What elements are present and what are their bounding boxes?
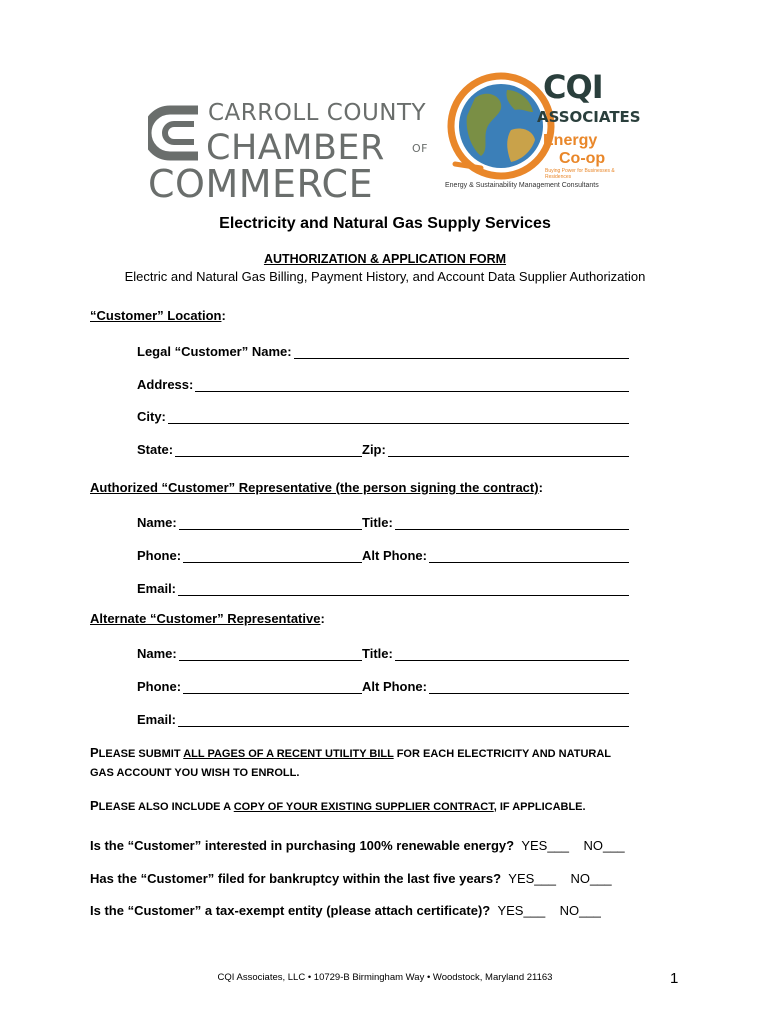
submit-text-line2: GAS ACCOUNT YOU WISH TO ENROLL. (90, 767, 300, 779)
submit-underlined: ALL PAGES OF A RECENT UTILITY BILL (183, 748, 394, 760)
include-contract-instruction (90, 796, 586, 817)
form-description: Electric and Natural Gas Billing, Payment History, and Account Data Supplier Authorization (124, 269, 646, 284)
chamber-logo-of: OF (412, 142, 428, 155)
include-underlined: COPY OF YOUR EXISTING SUPPLIER CONTRACT (233, 801, 494, 813)
form-subtitle: AUTHORIZATION & APPLICATION FORM (263, 252, 507, 266)
location-heading (90, 308, 226, 323)
question-renewable-no[interactable]: NO___ (583, 838, 625, 853)
address-line[interactable] (195, 379, 629, 392)
auth-title-label: Title: (362, 515, 393, 530)
alt-email-field[interactable] (137, 709, 629, 727)
question-tax-exempt-text: Is the “Customer” a tax-exempt entity (please attach certificate)? (90, 903, 491, 918)
alt-name-label: Name: (137, 646, 177, 661)
city-field[interactable] (137, 406, 629, 424)
alt-alt-phone-field[interactable] (362, 676, 629, 694)
location-heading-text: “Customer” Location (90, 308, 222, 323)
auth-title-field[interactable] (362, 512, 629, 530)
submit-initial: P (90, 745, 99, 760)
auth-phone-label: Phone: (137, 548, 182, 563)
authorized-rep-heading (90, 480, 543, 495)
page-footer: CQI Associates, LLC • 10729-B Birmingham Way • Woodstock, Maryland 21163 (217, 972, 553, 983)
auth-name-field[interactable] (137, 512, 362, 530)
alt-title-line[interactable] (395, 648, 629, 661)
chamber-logo-line3: COMMERCE (148, 162, 374, 206)
cqi-logo-name: CQI (543, 68, 603, 106)
submit-text-2: FOR EACH ELECTRICITY AND NATURAL (393, 748, 612, 760)
auth-phone-line[interactable] (183, 550, 362, 563)
chamber-logo (148, 100, 438, 206)
state-label: State: (137, 442, 174, 457)
zip-line[interactable] (388, 444, 629, 457)
submit-bill-instruction (90, 743, 611, 783)
alt-alt-phone-line[interactable] (429, 681, 629, 694)
alt-title-label: Title: (362, 646, 393, 661)
question-tax-exempt (90, 903, 601, 918)
zip-label: Zip: (362, 442, 386, 457)
chamber-logo-line1: CARROLL COUNTY (208, 100, 427, 126)
auth-name-label: Name: (137, 515, 177, 530)
question-tax-exempt-no[interactable]: NO___ (559, 903, 601, 918)
question-tax-exempt-yes[interactable]: YES___ (497, 903, 546, 918)
cqi-logo-energy: Energy (543, 132, 598, 149)
chamber-c-mark-icon (148, 104, 204, 162)
page-number: 1 (670, 970, 679, 987)
cqi-logo-coop: Co-op (559, 150, 606, 167)
address-field[interactable] (137, 374, 629, 392)
auth-alt-phone-line[interactable] (429, 550, 629, 563)
alt-title-field[interactable] (362, 643, 629, 661)
auth-email-label: Email: (137, 581, 177, 596)
alt-name-field[interactable] (137, 643, 362, 661)
question-bankruptcy-no[interactable]: NO___ (570, 871, 612, 886)
cqi-logo-subtitle: Energy & Sustainability Management Consultants (445, 182, 599, 189)
include-initial: P (90, 798, 99, 813)
alt-phone-line[interactable] (183, 681, 362, 694)
question-bankruptcy-text: Has the “Customer” filed for bankruptcy within the last five years? (90, 871, 502, 886)
location-heading-colon: : (221, 308, 226, 323)
state-field[interactable] (137, 439, 362, 457)
alt-alt-phone-label: Alt Phone: (362, 679, 427, 694)
alt-phone-label: Phone: (137, 679, 182, 694)
alt-email-label: Email: (137, 712, 177, 727)
alt-phone-field[interactable] (137, 676, 362, 694)
city-label: City: (137, 409, 166, 424)
cqi-logo (437, 64, 641, 194)
authorized-rep-heading-text: Authorized “Customer” Representative (the person signing the contract) (90, 480, 539, 495)
auth-email-field[interactable] (137, 578, 629, 596)
state-line[interactable] (175, 444, 362, 457)
include-text-2: , IF APPLICABLE. (493, 801, 586, 813)
auth-alt-phone-field[interactable] (362, 545, 629, 563)
city-line[interactable] (168, 411, 629, 424)
legal-name-field[interactable] (137, 341, 629, 359)
legal-name-label: Legal “Customer” Name: (137, 344, 292, 359)
include-text-1: LEASE ALSO INCLUDE A (98, 801, 234, 813)
auth-title-line[interactable] (395, 517, 629, 530)
alternate-rep-heading (90, 611, 325, 626)
question-renewable (90, 838, 625, 853)
cqi-logo-associates: ASSOCIATES (537, 108, 641, 126)
alternate-rep-heading-text: Alternate “Customer” Representative (90, 611, 321, 626)
auth-phone-field[interactable] (137, 545, 362, 563)
question-renewable-yes[interactable]: YES___ (521, 838, 570, 853)
authorized-rep-heading-colon: : (538, 480, 543, 495)
alt-name-line[interactable] (179, 648, 362, 661)
question-bankruptcy-yes[interactable]: YES___ (508, 871, 556, 886)
submit-text-1: LEASE SUBMIT (98, 748, 184, 760)
legal-name-line[interactable] (294, 346, 629, 359)
chamber-logo-line2: CHAMBER (206, 128, 385, 168)
auth-name-line[interactable] (179, 517, 362, 530)
address-label: Address: (137, 377, 194, 392)
auth-email-line[interactable] (178, 583, 629, 596)
alternate-rep-heading-colon: : (320, 611, 325, 626)
zip-field[interactable] (362, 439, 629, 457)
alt-email-line[interactable] (178, 714, 629, 727)
auth-alt-phone-label: Alt Phone: (362, 548, 427, 563)
page-title: Electricity and Natural Gas Supply Services (219, 215, 551, 232)
question-bankruptcy (90, 871, 612, 886)
cqi-logo-tagline: Buying Power for Businesses & Residences (545, 168, 615, 180)
question-renewable-text: Is the “Customer” interested in purchasing 100% renewable energy? (90, 838, 515, 853)
